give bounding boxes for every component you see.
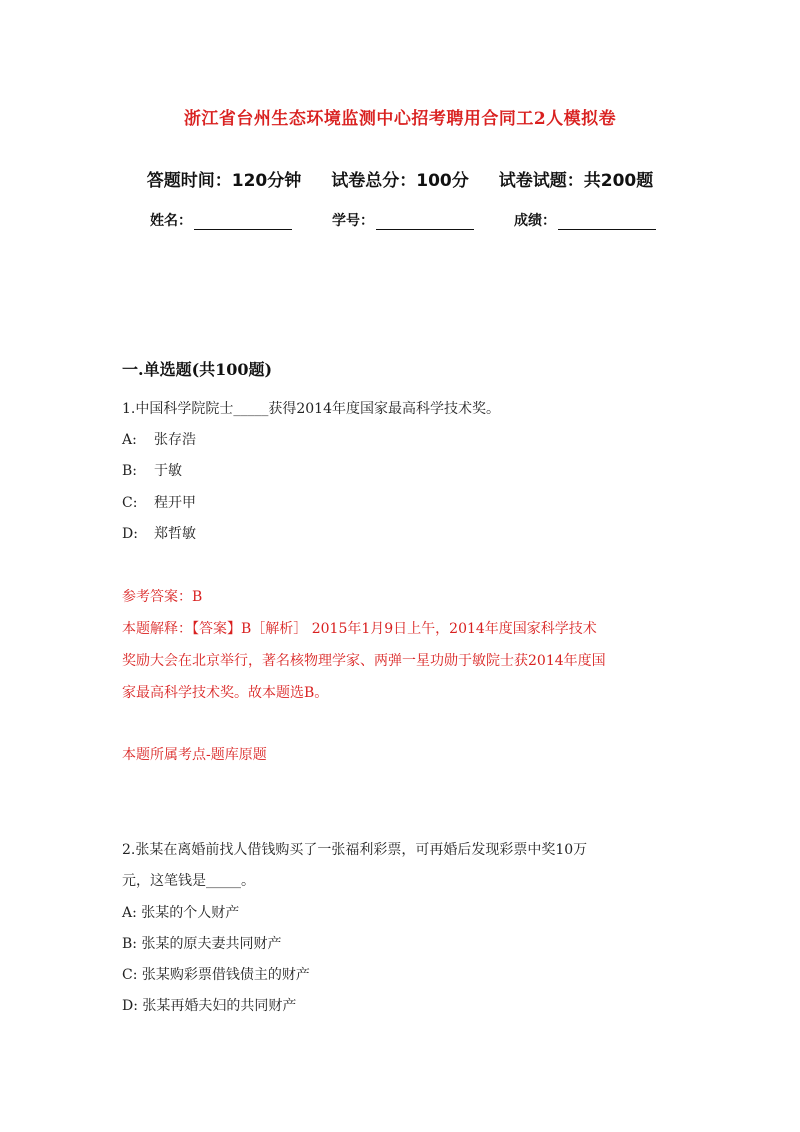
student-info — [150, 210, 656, 230]
q2-option-b — [122, 933, 281, 953]
q2-option-d — [122, 995, 296, 1015]
student-id-field — [332, 210, 474, 230]
q2-option-a — [122, 902, 239, 922]
q1-explanation-line-2: 奖励大会在北京举行，著名核物理学家、两弹一星功勋于敏院士获2014年度国 — [122, 653, 606, 669]
answer-time: 答题时间：120分钟 — [146, 171, 302, 191]
option-key: C: — [122, 495, 138, 511]
name-label: 姓名： — [150, 213, 192, 229]
q1-option-b — [122, 460, 182, 480]
option-text: 张某再婚夫妇的共同财产 — [142, 998, 297, 1014]
option-text: 程开甲 — [154, 495, 196, 511]
option-key: D: — [122, 526, 138, 542]
total-score: 试卷总分：100分 — [331, 171, 469, 191]
option-key: A: — [122, 905, 137, 921]
exam-title: 浙江省台州生态环境监测中心招考聘用合同工2人模拟卷 — [183, 109, 617, 129]
q1-explanation-line-1: 本题解释：【答案】B［解析］ 2015年1月9日上午，2014年度国家科学技术 — [122, 621, 597, 637]
q1-option-c — [122, 492, 196, 512]
option-key: A: — [122, 432, 137, 448]
option-text: 于敏 — [154, 463, 182, 479]
grade-blank[interactable] — [558, 215, 656, 230]
q2-option-c — [122, 964, 310, 984]
option-key: B: — [122, 463, 138, 479]
question-1-stem: 1.中国科学院院士_____获得2014年度国家最高科学技术奖。 — [122, 401, 500, 417]
exam-meta — [0, 166, 800, 191]
option-text: 郑哲敏 — [154, 526, 196, 542]
option-text: 张某购彩票借钱债主的财产 — [141, 967, 310, 983]
option-key: B: — [122, 936, 138, 952]
grade-field — [514, 210, 656, 230]
q1-source: 本题所属考点-题库原题 — [122, 747, 267, 763]
option-text: 张存浩 — [154, 432, 196, 448]
option-text: 张某的原夫妻共同财产 — [141, 936, 282, 952]
option-key: C: — [122, 967, 138, 983]
name-blank[interactable] — [194, 215, 292, 230]
question-2-stem-line-2: 元，这笔钱是_____。 — [122, 873, 255, 889]
name-field — [150, 210, 292, 230]
q1-option-a — [122, 429, 196, 449]
section-title: 一.单选题(共100题) — [122, 360, 273, 379]
student-id-blank[interactable] — [376, 215, 474, 230]
q1-answer: 参考答案：B — [122, 589, 203, 605]
q1-explanation-line-3: 家最高科学技术奖。故本题选B。 — [122, 685, 329, 701]
question-2-stem-line-1: 2.张某在离婚前找人借钱购买了一张福利彩票，可再婚后发现彩票中奖10万 — [122, 842, 588, 858]
question-count: 试卷试题：共200题 — [498, 171, 654, 191]
student-id-label: 学号： — [332, 213, 374, 229]
option-text: 张某的个人财产 — [141, 905, 240, 921]
q1-option-d — [122, 523, 196, 543]
grade-label: 成绩： — [514, 213, 556, 229]
option-key: D: — [122, 998, 138, 1014]
